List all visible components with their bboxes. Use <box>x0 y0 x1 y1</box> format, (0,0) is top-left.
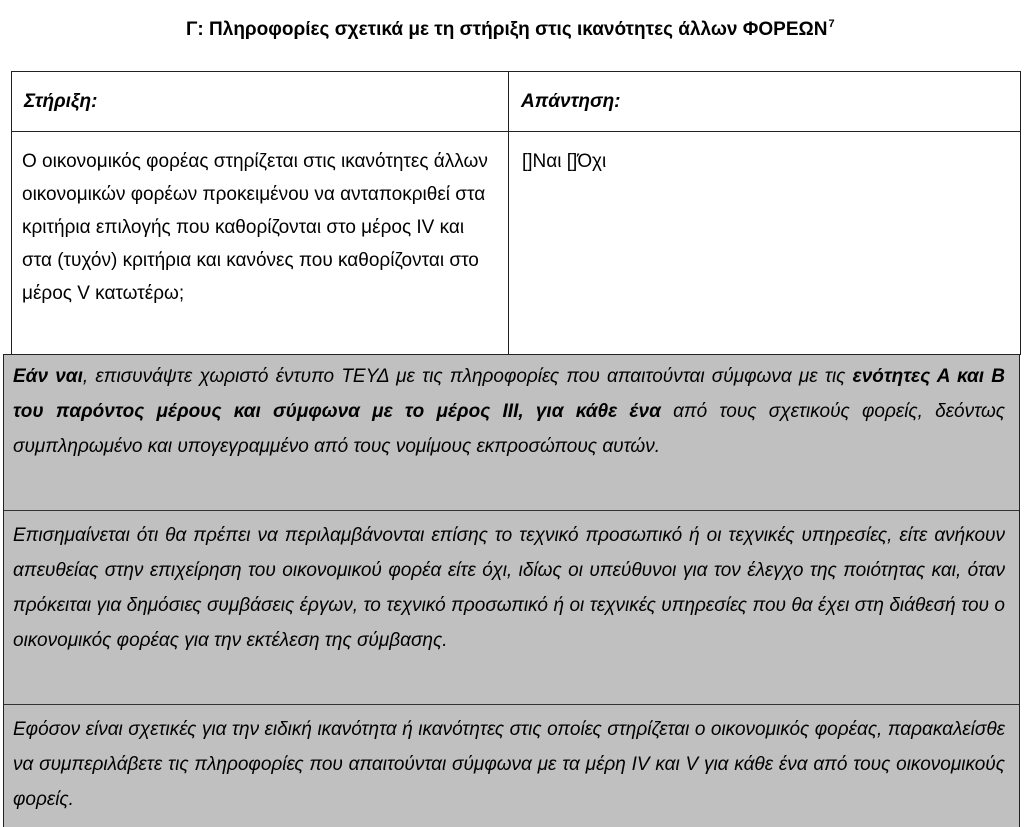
instruction-1-text-b: από τους σχετικούς φορείς, δεόντως συμπληρωμένο και υπογεγραμμένο από τους νομίμους εκπροσώπους αυτών. <box>13 401 1005 457</box>
instruction-paragraph-1 <box>13 359 1005 464</box>
question-text: Ο οικονομικός φορέας στηρίζεται στις ικανότητες άλλων οικονομικών φορέων προκειμένου να ανταποκριθεί στα κριτήρια επιλογής που καθορίζονται στο μέρος IV και στα (τυχόν) κριτήρια και κανόνες που καθορίζονται στο μέρος V κατωτέρω; <box>12 132 509 355</box>
instructions-box <box>3 354 1020 827</box>
if-yes-label: Εάν ναι <box>13 366 83 387</box>
divider <box>4 510 1019 511</box>
page-title <box>186 18 835 41</box>
support-table <box>11 71 1021 355</box>
table-header-row <box>12 72 1021 132</box>
header-answer: Απάντηση: <box>509 72 1021 132</box>
instruction-1-emphasis: ενότητες Α και Β του παρόντος μέρους και σύμφωνα με το μέρος ΙΙΙ, για κάθε ένα <box>13 366 1005 422</box>
page-title-text: Γ: Πληροφορίες σχετικά με τη στήριξη στις ικανότητες άλλων ΦΟΡΕΩΝ <box>186 19 828 40</box>
header-support: Στήριξη: <box>12 72 509 132</box>
table-row <box>12 132 1021 355</box>
answer-cell[interactable] <box>509 132 1021 355</box>
instruction-1-text-a: , επισυνάψτε χωριστό έντυπο ΤΕΥΔ με τις πληροφορίες που απαιτούνται σύμφωνα με τις <box>82 366 853 387</box>
instruction-paragraph-2: Επισημαίνεται ότι θα πρέπει να περιλαμβάνονται επίσης το τεχνικό προσωπικό ή οι τεχνικές υπηρεσίες, είτε ανήκουν απευθείας στην επιχείρηση του οικονομικού φορέα είτε όχι, ιδίως οι υπεύθυνοι για τον έλεγχο της ποιότητας και, όταν πρόκειται για δημόσιες συμβάσεις έργων, το τεχνικό προσωπικό ή οι τεχνικές υπηρεσίες που θα έχει στη διάθεσή του ο οικονομικός φορέας για την εκτέλεση της σύμβασης. <box>13 525 1005 651</box>
footnote-marker[interactable]: 7 <box>828 18 835 30</box>
divider <box>4 704 1019 705</box>
yes-no-options[interactable]: []Ναι []Όχι <box>522 151 607 172</box>
instruction-paragraph-3: Εφόσον είναι σχετικές για την ειδική ικανότητα ή ικανότητες στις οποίες στηρίζεται ο οικονομικός φορέας, παρακαλείσθε να συμπεριλάβετε τις πληροφορίες που απαιτούνται σύμφωνα με τα μέρη IV και V για κάθε ένα από τους οικονομικούς φορείς. <box>13 719 1005 810</box>
